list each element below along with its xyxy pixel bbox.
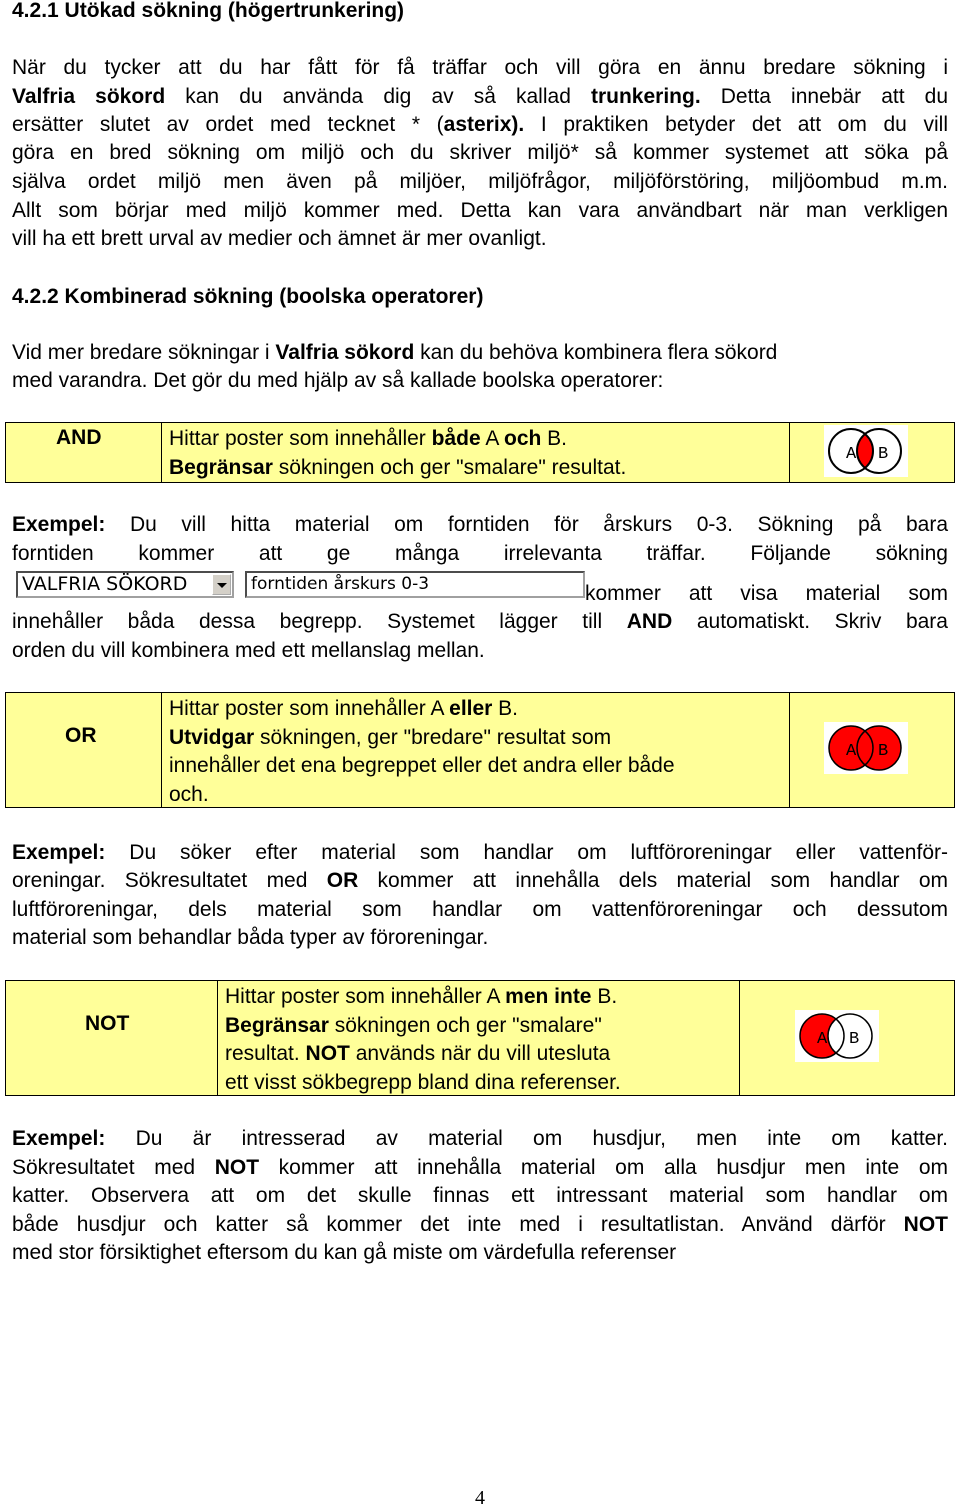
paragraph-line: När du tycker att du har fått för få träffar och vill göra en ännu bredare sökning i <box>12 56 948 79</box>
example-line: Exempel: Du söker efter material som handlar om luftföroreningar eller vattenför- <box>12 841 948 864</box>
dropdown-value: VALFRIA SÖKORD <box>22 573 188 595</box>
paragraph-line: Allt som börjar med miljö kommer med. Detta kan vara användbart när man verkligen <box>12 199 948 222</box>
search-input-value: forntiden årskurs 0-3 <box>251 574 430 594</box>
or-operator-table <box>5 692 955 808</box>
example-line: oreningar. Sökresultatet med OR kommer att innehålla dels material som handlar om <box>12 869 949 892</box>
description-line: ett visst sökbegrepp bland dina referenser. <box>225 1071 621 1094</box>
description-line: Utvidgar sökningen, ger "bredare" resultat som <box>169 726 612 749</box>
paragraph-line: göra en bred sökning om miljö och du skriver miljö* så kommer systemet att söka på <box>12 141 948 164</box>
example-line: Exempel: Du vill hitta material om forntiden för årskurs 0-3. Sökning på bara <box>12 513 948 536</box>
example-line: luftföroreningar, dels material som handlar om vattenföroreningar och dessutom <box>12 898 948 921</box>
operator-cell <box>6 693 162 807</box>
paragraph-line: vill ha ett brett urval av medier och ämnet är mer ovanligt. <box>12 227 547 250</box>
description-line: resultat. NOT används när du vill utesluta <box>225 1042 611 1065</box>
and-operator-table <box>5 422 955 483</box>
search-input[interactable] <box>245 571 585 598</box>
operator-cell <box>6 423 162 482</box>
paragraph-line: Valfria sökord kan du använda dig av så kallad trunkering. Detta innebär att du <box>12 85 949 108</box>
example-line: material som behandlar båda typer av föroreningar. <box>12 926 489 949</box>
venn-label-a: A <box>846 742 857 761</box>
venn-or-icon <box>824 722 908 774</box>
operator-cell <box>6 981 218 1095</box>
not-operator-table <box>5 980 955 1096</box>
description-line: Begränsar sökningen och ger "smalare" resultat. <box>169 456 627 479</box>
example-line: kommer att visa material som <box>585 582 948 605</box>
venn-label-a: A <box>846 445 857 464</box>
venn-label-b: B <box>849 1030 860 1049</box>
paragraph-line: med varandra. Det gör du med hjälp av så kallade boolska operatorer: <box>12 369 664 392</box>
example-line: med stor försiktighet eftersom du kan gå miste om värdefulla referenser <box>12 1241 677 1264</box>
page-number: 4 <box>475 1487 485 1509</box>
paragraph-line: själva ordet miljö men även på miljöer, miljöfrågor, miljöförstöring, miljöombud m.m. <box>12 170 948 193</box>
description-line: Hittar poster som innehåller A eller B. <box>169 697 519 720</box>
description-line: Hittar poster som innehåller både A och B. <box>169 427 568 450</box>
operator-label: OR <box>65 724 97 747</box>
venn-and-icon <box>824 425 908 477</box>
operator-label: NOT <box>85 1012 130 1035</box>
description-line: och. <box>169 783 209 806</box>
example-line: både husdjur och katter så kommer det inte med i resultatlistan. Använd därför NOT <box>12 1213 948 1236</box>
operator-label: AND <box>56 426 102 449</box>
description-cell <box>161 693 790 807</box>
chevron-down-icon[interactable] <box>212 574 231 595</box>
example-line: innehåller båda dessa begrepp. Systemet lägger till AND automatiskt. Skriv bara <box>12 610 948 633</box>
venn-not-icon <box>795 1010 879 1062</box>
example-line: Exempel: Du är intresserad av material om husdjur, men inte om katter. <box>12 1127 948 1150</box>
description-line: Begränsar sökningen och ger "smalare" <box>225 1014 602 1037</box>
venn-cell <box>739 981 954 1095</box>
venn-cell <box>789 423 954 482</box>
venn-label-b: B <box>878 445 889 464</box>
example-line: Sökresultatet med NOT kommer att innehålla material om alla husdjur men inte om <box>12 1156 948 1179</box>
example-line: katter. Observera att om det skulle finnas ett intressant material som handlar om <box>12 1184 948 1207</box>
section-heading-4-2-2: 4.2.2 Kombinerad sökning (boolska operatorer) <box>12 285 484 308</box>
paragraph-line: ersätter slutet av ordet med tecknet * (asterix). I praktiken betyder det att om du vill <box>12 113 948 136</box>
description-line: innehåller det ena begreppet eller det andra eller både <box>169 754 675 777</box>
field-dropdown[interactable] <box>16 571 234 598</box>
venn-cell <box>789 693 954 807</box>
description-cell <box>161 423 790 482</box>
venn-label-b: B <box>878 742 889 761</box>
paragraph-line: Vid mer bredare sökningar i Valfria sökord kan du behöva kombinera flera sökord <box>12 341 778 364</box>
example-line: orden du vill kombinera med ett mellanslag mellan. <box>12 639 485 662</box>
venn-label-a: A <box>817 1030 828 1049</box>
section-heading-4-2-1: 4.2.1 Utökad sökning (högertrunkering) <box>12 0 405 22</box>
description-line: Hittar poster som innehåller A men inte B. <box>225 985 618 1008</box>
description-cell <box>217 981 740 1095</box>
example-line: forntiden kommer att ge många irrelevanta träffar. Följande sökning <box>12 542 948 565</box>
